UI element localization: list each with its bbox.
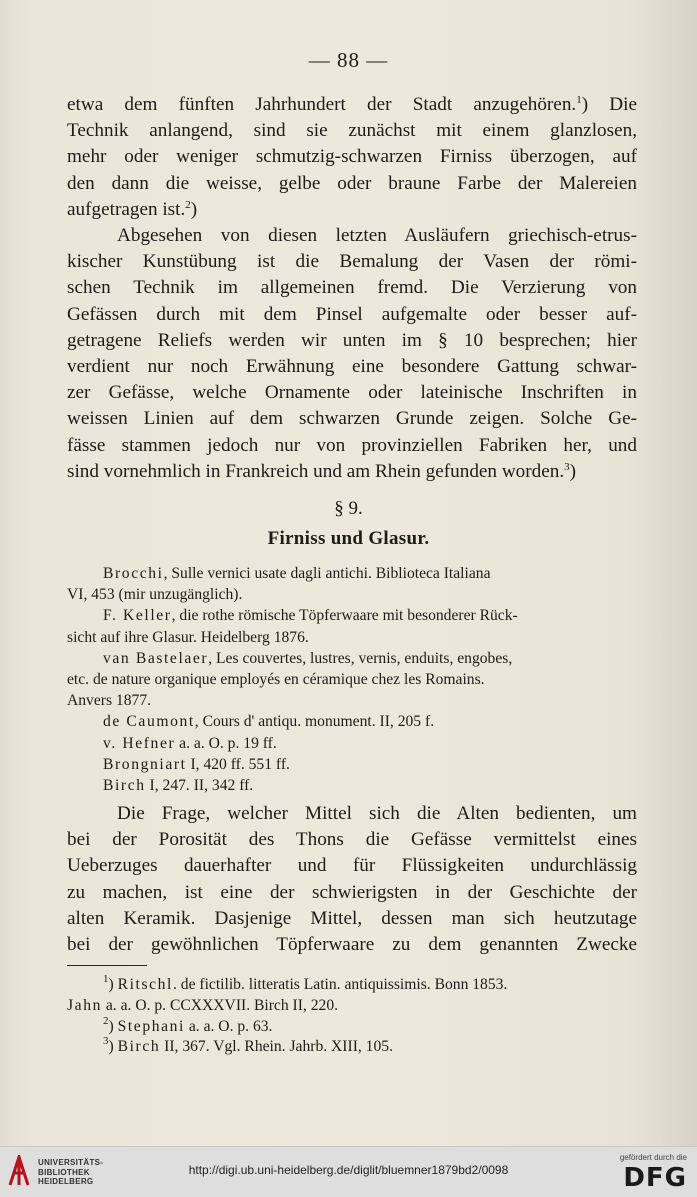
library-name: UNIVERSITÄTS- BIBLIOTHEK HEIDELBERG (38, 1158, 104, 1186)
bibliography-entry: van Bastelaer, Les couvertes, lustres, vernis, enduits, engobes, (103, 649, 513, 667)
bibliography-entry: Birch I, 247. II, 342 ff. (103, 777, 254, 795)
text-line: Technik anlangend, sind sie zunächst mit einem glanzlosen, (67, 120, 637, 142)
footnote: $^1$) Ritschl. de fictilib. litteratis Latin. antiquissimis. Bonn 1853. (103, 973, 508, 993)
footnote-ref: 2 (185, 198, 191, 211)
bibliography-entry-continuation: Anvers 1877. (67, 692, 152, 710)
dfg-logo[interactable]: DFG (623, 1163, 687, 1193)
bibliography-entry: v. Hefner a. a. O. p. 19 ff. (103, 734, 277, 752)
bibliography-list (67, 563, 637, 796)
viewer-footer-bar (0, 1146, 697, 1197)
text-line: verdient nur noch Erwähnung eine besondere Gattung schwar- (67, 356, 637, 378)
text-line: bei der gewöhnlichen Töpferwaare zu dem genannten Zwecke (67, 934, 637, 956)
footnote-divider (67, 965, 147, 966)
text-line: zu machen, ist eine der schwierigsten in der Geschichte der (67, 881, 637, 903)
permalink-url[interactable]: http://digi.ub.uni-heidelberg.de/diglit/bluemner1879bd2/0098 (188, 1163, 509, 1177)
text-line: Die Frage, welcher Mittel sich die Alten bedienten, um (117, 803, 637, 824)
footnotes (67, 975, 637, 1058)
bibliography-entry: de Caumont, Cours d' antiqu. monument. II, 205 f. (103, 713, 435, 731)
text-line: schen Technik im allgemeinen fremd. Die Verzierung von (67, 277, 637, 299)
page-number: — 88 — (308, 48, 389, 72)
bibliography-entry-continuation: VI, 453 (mir unzugänglich). (67, 586, 243, 604)
footnote: $^2$) Stephani a. a. O. p. 63. (103, 1014, 273, 1035)
text-line: Abgesehen von diesen letzten Ausläufern griechisch-etrus- (117, 225, 637, 247)
text-line: sind vornehmlich in Frankreich und am Rhein gefunden worden.$^3$) (67, 460, 577, 482)
bibliography-entry: Brongniart I, 420 ff. 551 ff. (103, 755, 290, 773)
funding-caption: gefördert durch die (619, 1153, 687, 1162)
text-line: Gefässen durch mit dem Pinsel aufgemalte oder besser auf- (67, 303, 637, 325)
bibliography-entry-continuation: sicht auf ihre Glasur. Heidelberg 1876. (67, 628, 309, 646)
text-line: alten Keramik. Dasjenige Mittel, dessen man sich heutzutage (67, 907, 637, 929)
footnote-continuation: Jahn a. a. O. p. CCXXXVII. Birch II, 220. (67, 996, 339, 1014)
text-line: Ueberzuges dauerhafter und für Flüssigkeiten undurchlässig (67, 855, 637, 877)
paragraph-2 (67, 223, 637, 485)
text-line: zer Gefässe, welche Ornamente oder lateinische Inschriften in (67, 382, 637, 404)
text-line: den dann die weisse, gelbe oder braune Farbe der Malereien (67, 172, 637, 194)
text-line: kischer Kunstübung ist die Bemalung der Vasen der römi- (67, 251, 637, 273)
paragraph-1 (67, 92, 637, 223)
section-heading: Firniss und Glasur. (267, 528, 430, 549)
paragraph-1-and-2 (67, 92, 637, 485)
section-number: § 9. (334, 498, 363, 519)
text-line: bei der Porosität des Thons die Gefässe vermittelst eines (67, 829, 637, 851)
bibliography-entry-continuation: etc. de nature organique employés en céramique chez les Romains. (67, 671, 485, 689)
text-line: aufgetragen ist.$^2$) (67, 198, 198, 220)
text-line: mehr oder weniger schmutzig-schwarzen Firniss überzogen, auf (67, 146, 637, 168)
text-line: etwa dem fünften Jahrhundert der Stadt anzugehören.$^1$) Die (67, 94, 637, 115)
text-line: fässe stammen jedoch nur von provinziellen Fabriken her, und (67, 434, 637, 456)
text-line: weissen Linien auf dem schwarzen Grunde zeigen. Solche Ge- (67, 408, 637, 430)
footnote: $^3$) Birch II, 367. Vgl. Rhein. Jahrb. XIII, 105. (103, 1035, 393, 1056)
paragraph-3 (67, 801, 637, 958)
text-line: getragene Reliefs werden wir unten im § 10 besprechen; hier (67, 329, 637, 351)
footnote-ref: 1 (576, 94, 582, 106)
bibliography-entry: Brocchi, Sulle vernici usate dagli antichi. Biblioteca Italiana (103, 565, 491, 582)
footnote-ref: 3 (564, 460, 570, 473)
bibliography-entry: F. Keller, die rothe römische Töpferwaare mit besonderer Rück- (103, 607, 518, 625)
